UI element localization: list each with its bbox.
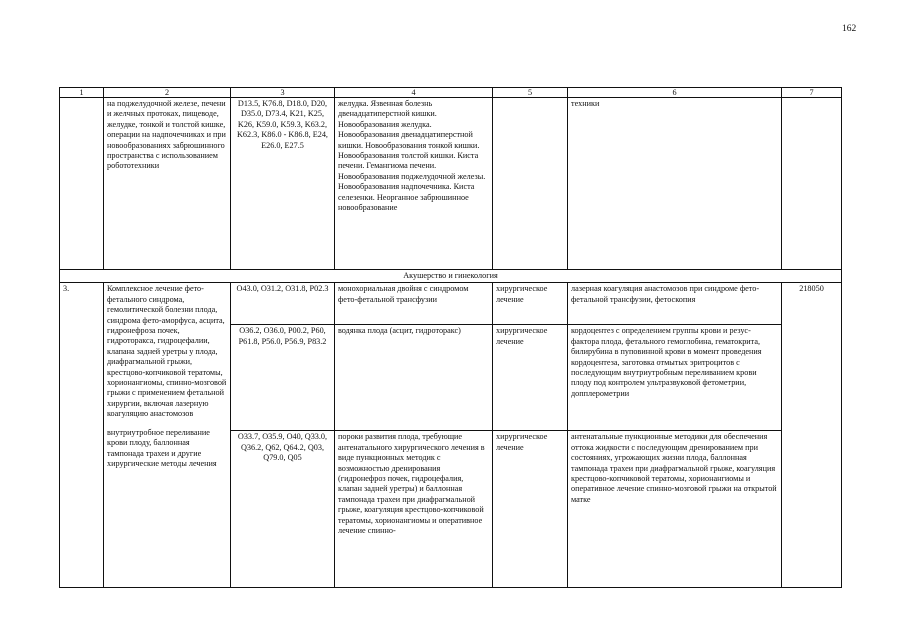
row-3-sub-1-method: лазерная коагуляция анастомозов при синдроме фето-фетальной трансфузии, фетоскопия xyxy=(568,283,782,325)
continued-row-number xyxy=(60,98,104,270)
row-3-sub-1 xyxy=(60,283,842,325)
row-3-sub-2-method: кордоцентез с определением группы крови и резус-фактора плода, фетального гемоглобина, гематокрита, билирубина в пуповинной крови в момент проведения кордоцентеза, заготовка отмытых эритроцитов с последующим внутриутробным переливанием крови плоду под контролем ультразвуковой фетометрии, допплерометрии xyxy=(568,325,782,431)
header-col-1: 1 xyxy=(60,88,104,98)
medical-care-table xyxy=(59,87,842,588)
row-3-number: 3. xyxy=(60,283,104,588)
row-3-sub-2-icd-codes: O36.2, O36.0, P00.2, P60, P61.8, P56.0, P56.9, P83.2 xyxy=(231,325,335,431)
row-3-sub-1-diagnosis: монохориальная двойня с синдромом фето-фетальной трансфузии xyxy=(335,283,493,325)
row-3-sub-3-treatment-type: хирургическое лечение xyxy=(493,431,568,588)
row-3-sub-2-treatment-type: хирургическое лечение xyxy=(493,325,568,431)
continued-row-icd-codes: D13.5, K76.8, D18.0, D20, D35.0, D73.4, K21, K25, K26, K59.0, K59.3, K63.2, K62.3, K86.0 - K86.8, E24, E26.0, E27.5 xyxy=(231,98,335,270)
header-col-6: 6 xyxy=(568,88,782,98)
continued-row-procedure: на поджелудочной железе, печени и желчных протоках, пищеводе, желудке, тонкой и толстой кишке, операции на надпочечниках и при новообразованиях забрюшинного пространства с использованием робототехники xyxy=(104,98,231,270)
row-3-sub-1-icd-codes: O43.0, O31.2, O31.8, P02.3 xyxy=(231,283,335,325)
row-3-cost: 218050 xyxy=(782,283,842,588)
header-col-4: 4 xyxy=(335,88,493,98)
header-col-3: 3 xyxy=(231,88,335,98)
continued-row-method: техники xyxy=(568,98,782,270)
continued-row-cost xyxy=(782,98,842,270)
row-3-procedure-part-1: Комплексное лечение фето-фетального синдрома, гемолитической болезни плода, синдрома фето-аморфуса, асцита, гидронефроза почек, гидроторакса, гидроцефалии, клапана задней уретры у плода, диафрагмальной грыжи, крестцово-копчиковой тератомы, хорионангиомы, спинно-мозговой грыжи с применением фетальной хирургии, включая лазерную коагуляцию анастомозов xyxy=(107,284,227,419)
section-row xyxy=(60,270,842,283)
continued-row-treatment-type xyxy=(493,98,568,270)
row-3-sub-1-treatment-type: хирургическое лечение xyxy=(493,283,568,325)
row-3-procedure-part-2: внутриутробное переливание крови плоду, баллонная тампонада трахеи и другие хирургические методы лечения xyxy=(107,427,217,468)
row-3-sub-3-icd-codes: O33.7, O35.9, O40, Q33.0, Q36.2, Q62, Q64.2, Q03, Q79.0, Q05 xyxy=(231,431,335,588)
header-col-5: 5 xyxy=(493,88,568,98)
header-col-2: 2 xyxy=(104,88,231,98)
header-col-7: 7 xyxy=(782,88,842,98)
page-number: 162 xyxy=(842,24,857,34)
row-3-sub-3-method: антенатальные пункционные методики для обеспечения оттока жидкости с последующим дренированием при состояниях, угрожающих жизни плода, баллонная тампонада трахеи при диафрагмальной грыже, коагуляция крестцово-копчиковой тератомы, хорионангиомы и оперативное лечение спинно-мозговой грыжи на открытой матке xyxy=(568,431,782,588)
continued-row-diagnosis: желудка. Язвенная болезнь двенадцатиперстной кишки. Новообразования желудка. Новообразования двенадцатиперстной кишки. Новообразования тонкой кишки. Новообразования толстой кишки. Киста печени. Гемангиома печени. Новообразования поджелудочной железы. Новообразования надпочечника. Киста селезенки. Неорганное забрюшинное новообразование xyxy=(335,98,493,270)
header-row xyxy=(60,88,842,98)
section-title: Акушерство и гинекология xyxy=(60,270,842,283)
continued-row xyxy=(60,98,842,270)
row-3-sub-2-diagnosis: водянка плода (асцит, гидроторакс) xyxy=(335,325,493,431)
row-3-sub-3-diagnosis: пороки развития плода, требующие антенатального хирургического лечения в виде пункционных методик с возможностью дренирования (гидронефроз почек, гидроцефалия, клапан задней уретры) и баллонная тампонада трахеи при диафрагмальной грыже, коагуляция крестцово-копчиковой тератомы, хорионангиомы и оперативное лечение спинно- xyxy=(335,431,493,588)
row-3-procedure xyxy=(104,283,231,588)
